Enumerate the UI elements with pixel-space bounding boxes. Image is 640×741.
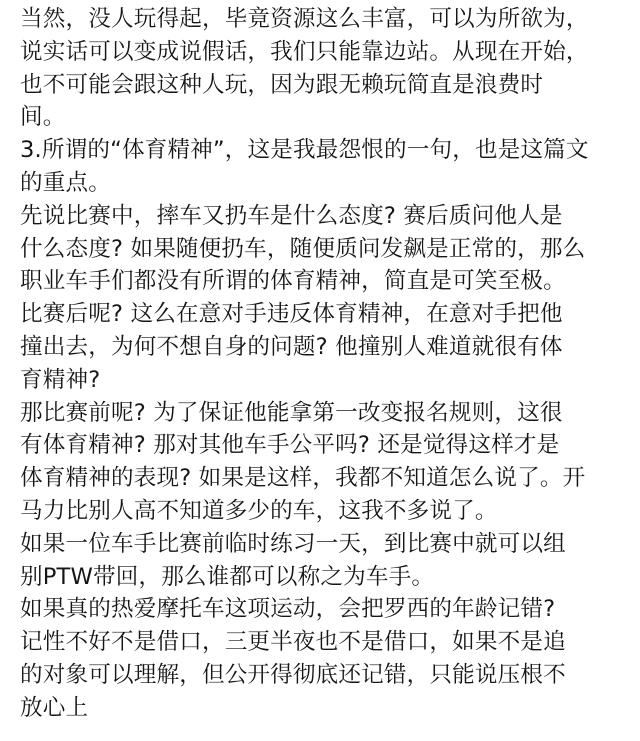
text-line: 那比赛前呢? 为了保证他能拿第一改变报名规则，这很	[20, 399, 563, 426]
text-line: 有体育精神? 那对其他车手公平吗? 还是觉得这样才是	[20, 432, 560, 459]
text-line: 先说比赛中，摔车又扔车是什么态度? 赛后质问他人是	[20, 202, 563, 229]
text-line: 记性不好不是借口，三更半夜也不是借口，如果不是追	[20, 629, 566, 656]
text-line: 体育精神的表现? 如果是这样，我都不知道怎么说了。开	[20, 465, 586, 492]
text-line: 什么态度? 如果随便扔车，随便质问发飙是正常的，那么	[20, 235, 586, 262]
text-line: 间。	[20, 104, 66, 131]
text-line: 比赛后呢? 这么在意对手违反体育精神，在意对手把他	[20, 301, 563, 328]
text-line: 撞出去，为何不想自身的问题? 他撞别人难道就很有体	[20, 333, 563, 360]
text-line: 如果真的热爱摩托车这项运动，会把罗西的年龄记错?	[20, 596, 556, 623]
text-line: 的重点。	[20, 169, 111, 196]
text-line: 马力比别人高不知道多少的车，这我不多说了。	[20, 497, 498, 524]
text-line: 3.所谓的“体育精神”，这是我最怨恨的一句，也是这篇文	[20, 137, 589, 164]
text-line: 的对象可以理解，但公开得彻底还记错，只能说压根不	[20, 661, 566, 688]
text-line: 育精神?	[20, 366, 101, 393]
text-line: 也不可能会跟这种人玩，因为跟无赖玩简直是浪费时	[20, 71, 544, 98]
document-body	[20, 3, 625, 725]
text-line: 职业车手们都没有所谓的体育精神，简直是可笑至极。	[20, 268, 566, 295]
text-line: 如果一位车手比赛前临时练习一天，到比赛中就可以组	[20, 530, 566, 557]
text-line: 别PTW带回，那么谁都可以称之为车手。	[20, 563, 435, 590]
text-line: 当然，没人玩得起，毕竟资源这么丰富，可以为所欲为，	[20, 6, 589, 32]
text-line: 放心上	[20, 694, 89, 721]
text-line: 说实话可以变成说假话，我们只能靠边站。从现在开始，	[20, 38, 589, 65]
